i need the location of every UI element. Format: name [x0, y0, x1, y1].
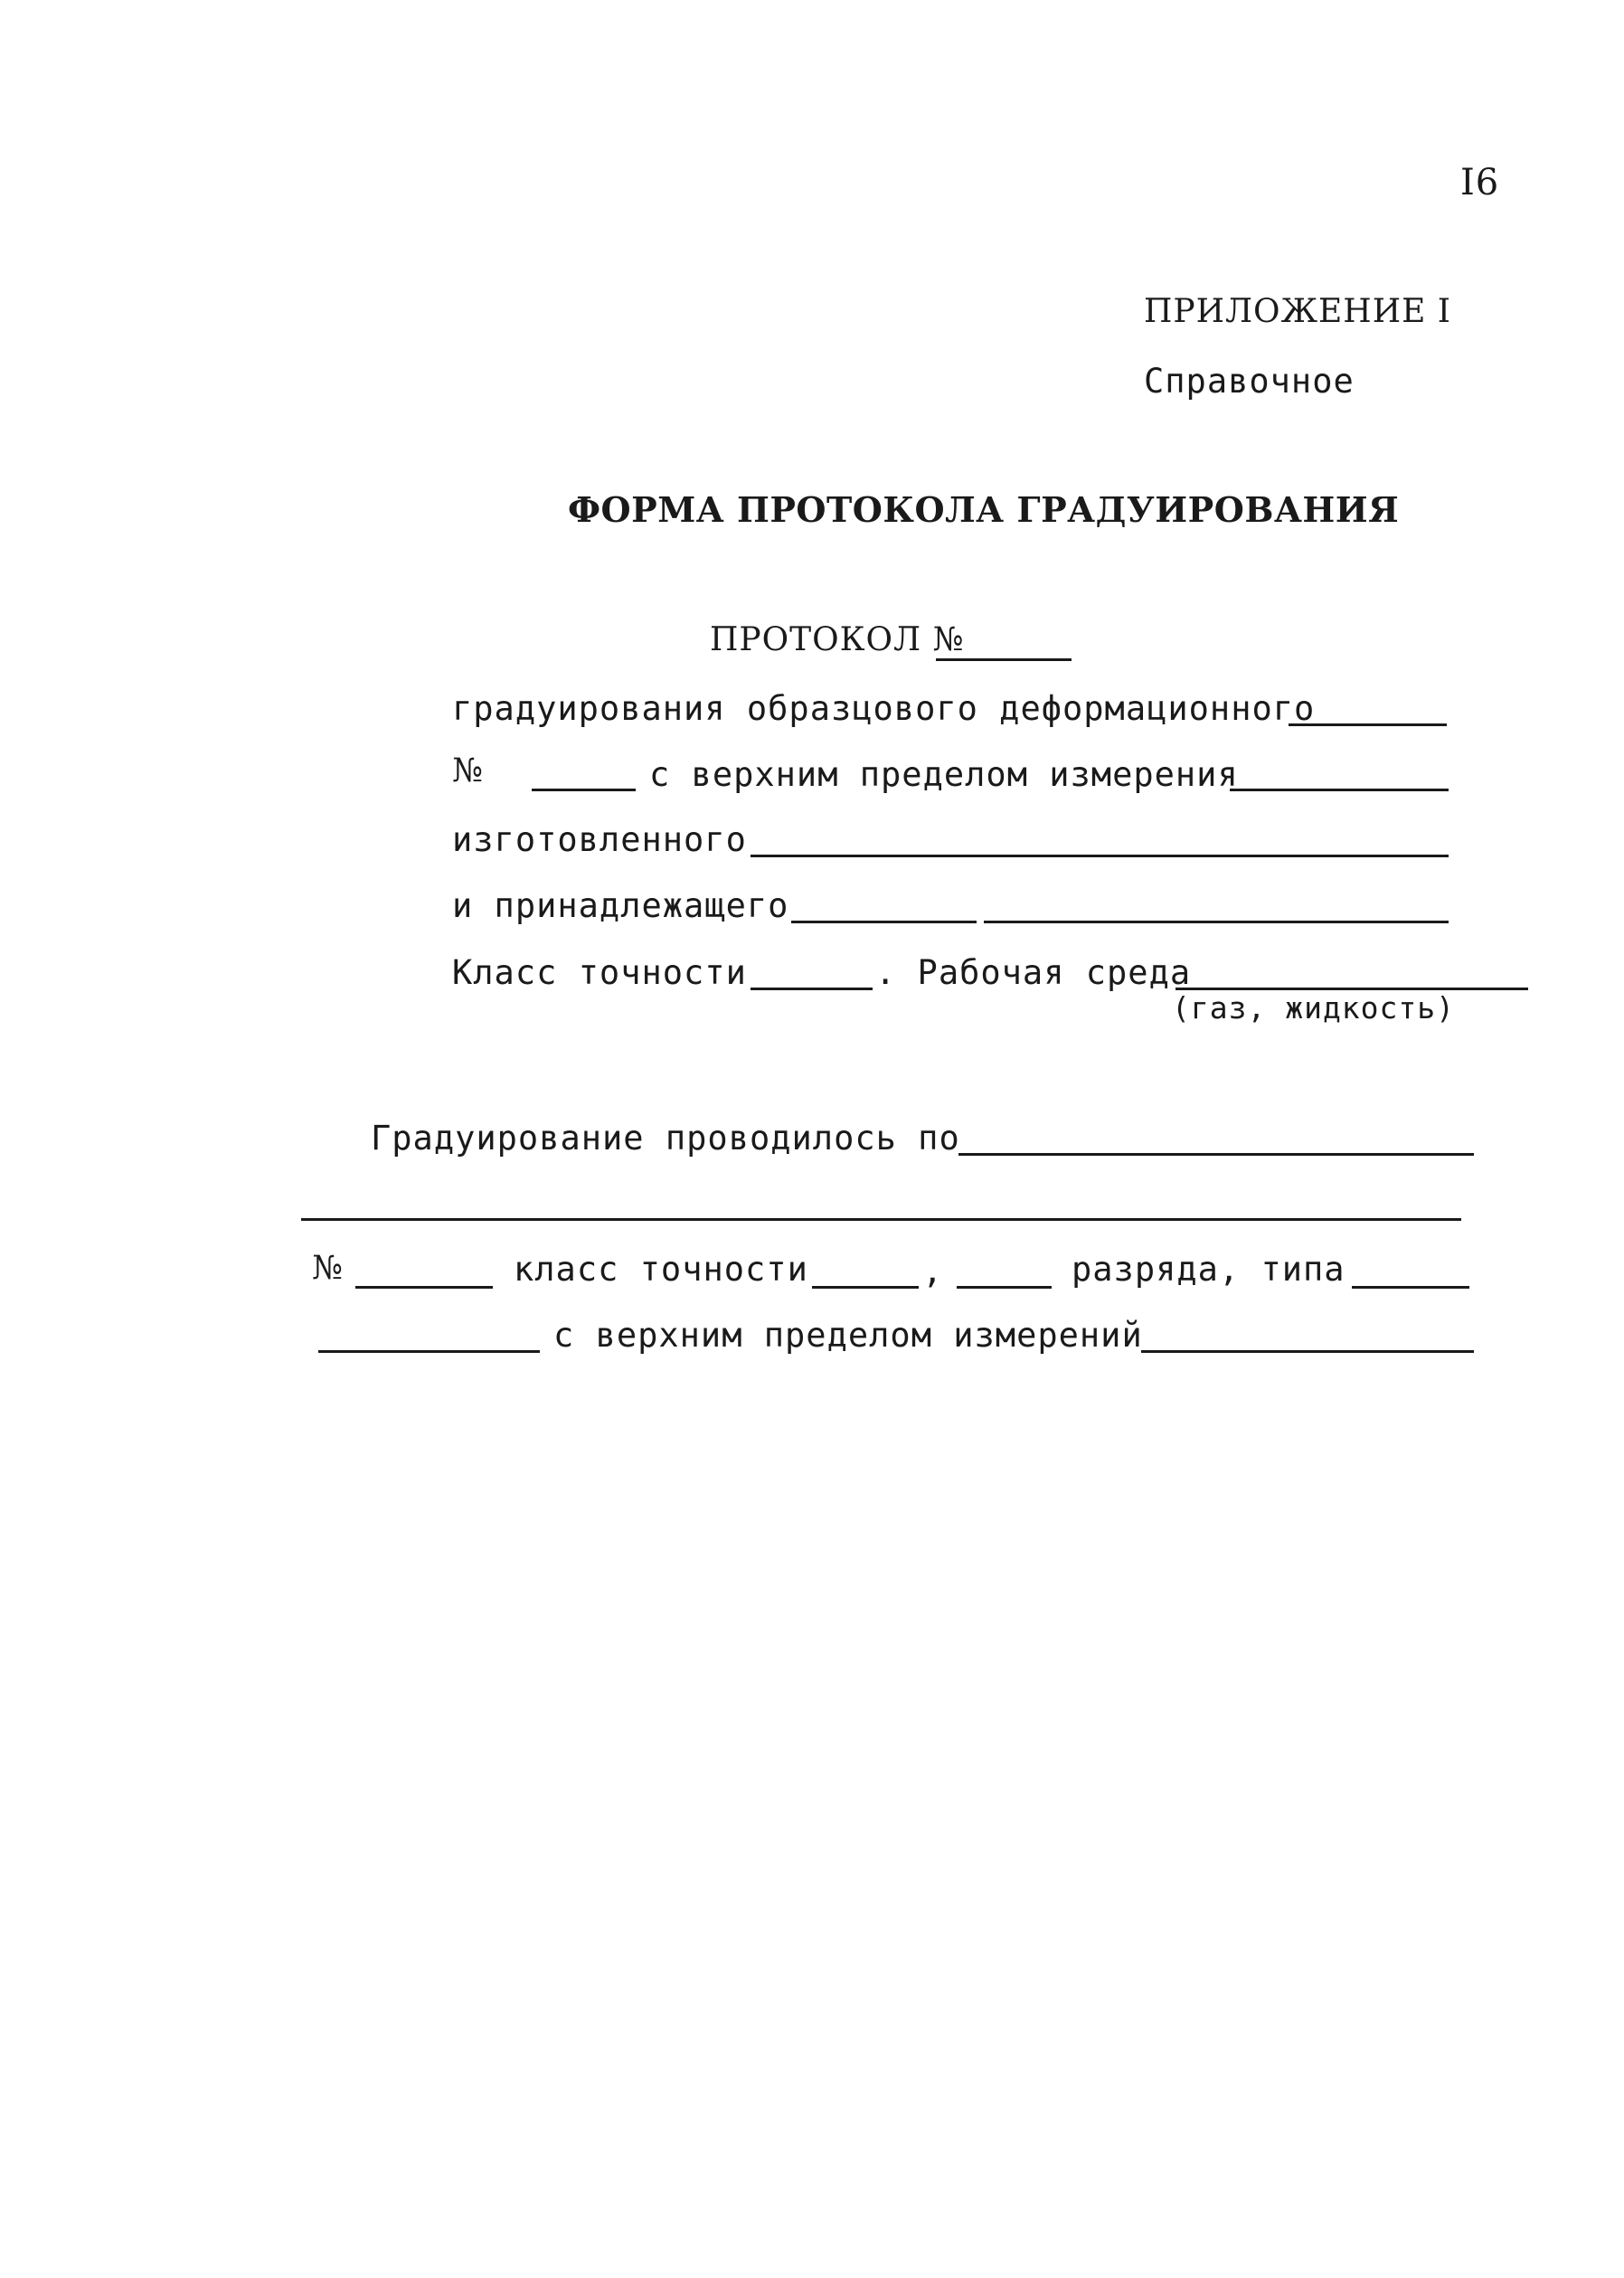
page-number: I6 [1460, 162, 1500, 203]
upper-limit-label: с верхним пределом измерения [649, 755, 1239, 794]
reference-number-sign: № [312, 1250, 345, 1287]
manufacturer-blank[interactable] [751, 855, 1449, 857]
manufactured-label: изготовленного [452, 820, 747, 859]
reference-number-blank[interactable] [355, 1286, 493, 1289]
serial-number-sign: № [452, 752, 485, 789]
owner-label: и принадлежащего [452, 886, 789, 925]
reference-class-label: класс точности [514, 1250, 808, 1289]
reference-rank-blank[interactable] [957, 1286, 1052, 1289]
form-title: ФОРМА ПРОТОКОЛА ГРАДУИРОВАНИЯ [568, 489, 1400, 530]
owner-blank-1[interactable] [791, 921, 977, 923]
accuracy-class-label: Класс точности [452, 953, 747, 992]
appendix-title: ПРИЛОЖЕНИЕ I [1144, 293, 1452, 330]
protocol-label: ПРОТОКОЛ № [710, 621, 965, 658]
reference-class-blank[interactable] [812, 1286, 919, 1289]
reference-model-blank[interactable] [318, 1350, 540, 1353]
reference-class-comma: , [922, 1252, 944, 1290]
reference-rank-type-label: разряда, типа [1072, 1250, 1345, 1289]
graduation-method-continuation-blank[interactable] [301, 1218, 1461, 1221]
owner-blank-2[interactable] [984, 921, 1449, 923]
working-medium-label: . Рабочая среда [875, 953, 1192, 992]
reference-upper-limit-label: с верхним пределом измерений [553, 1316, 1143, 1355]
instrument-type-blank[interactable] [1289, 723, 1447, 726]
reference-type-blank[interactable] [1352, 1286, 1469, 1289]
appendix-subtitle: Справочное [1144, 362, 1355, 401]
working-medium-hint: (газ, жидкость) [1172, 990, 1456, 1026]
upper-limit-blank[interactable] [1230, 789, 1449, 791]
accuracy-class-blank[interactable] [751, 988, 873, 990]
protocol-number-blank[interactable] [936, 658, 1072, 661]
graduation-method-label: Градуирование проводилось по [371, 1119, 960, 1158]
reference-upper-limit-blank[interactable] [1141, 1350, 1474, 1353]
graduation-method-blank[interactable] [958, 1153, 1474, 1156]
serial-number-blank[interactable] [532, 789, 636, 791]
instrument-description: градуирования образцового деформационного [452, 689, 1316, 728]
